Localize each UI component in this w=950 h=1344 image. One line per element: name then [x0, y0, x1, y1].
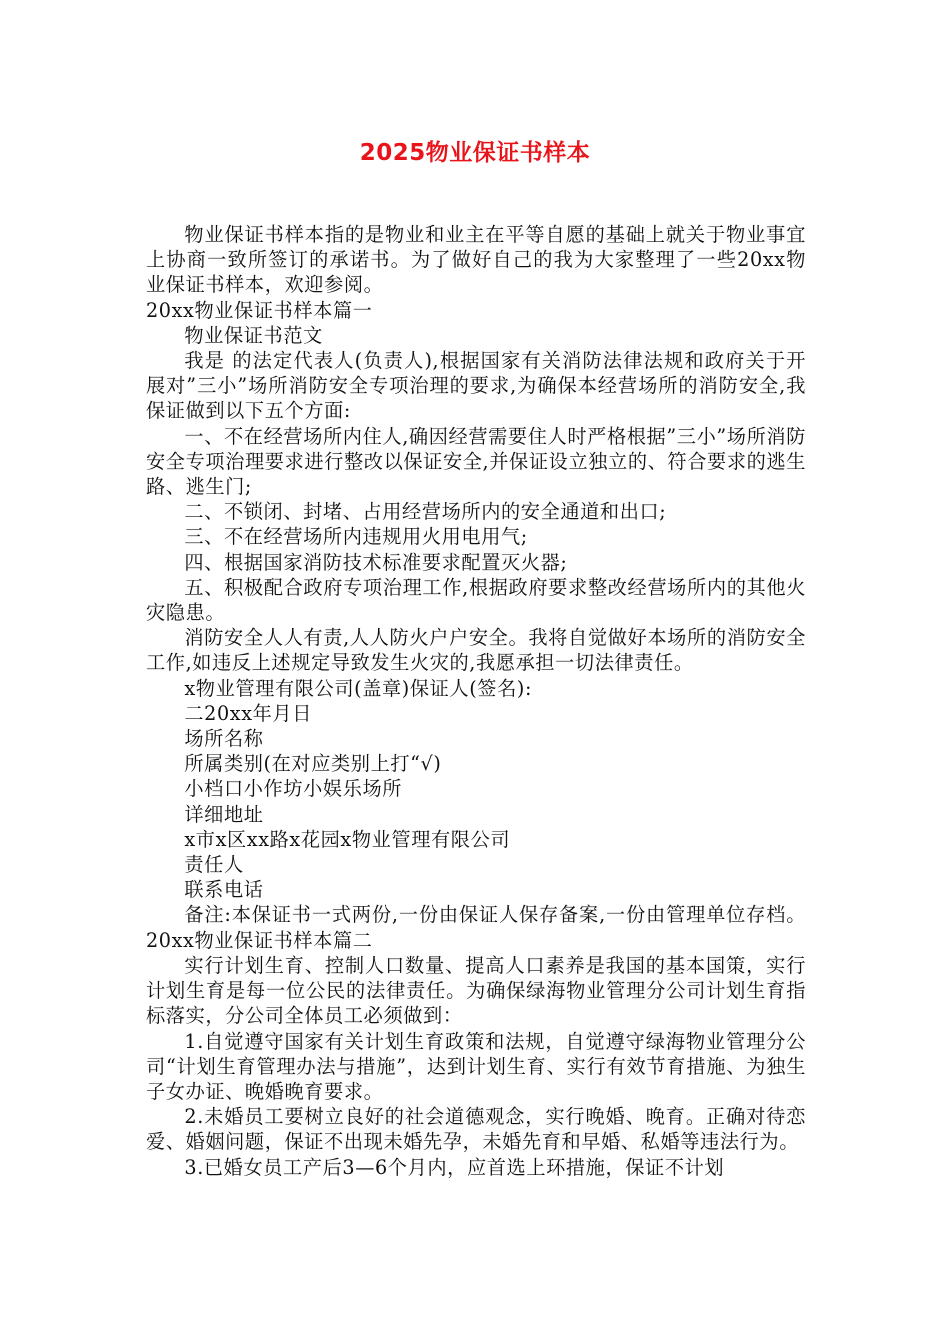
document-title: 2025物业保证书样本	[359, 140, 591, 166]
paragraph: 二、不锁闭、封堵、占用经营场所内的安全通道和出口;	[184, 500, 667, 524]
paragraph: 四、根据国家消防技术标准要求配置灭火器;	[184, 550, 568, 574]
paragraph: 三、不在经营场所内违规用火用电用气;	[184, 525, 528, 549]
paragraph: 小档口小作坊小娱乐场所	[184, 777, 403, 801]
document-body	[146, 222, 806, 1180]
paragraph: 联系电话	[184, 878, 264, 902]
paragraph: 我是 的法定代表人(负责人),根据国家有关消防法律法规和政府关于开展对”三小”场所消防安全专项治理的要求,为确保本经营场所的消防安全,我保证做到以下五个方面:	[146, 349, 806, 423]
paragraph: 一、不在经营场所内住人,确因经营需要住人时严格根据”三小”场所消防安全专项治理要求进行整改以保证安全,并保证设立独立的、符合要求的逃生路、逃生门;	[146, 424, 806, 499]
paragraph: 2.未婚员工要树立良好的社会道德观念，实行晚婚、晚育。正确对待恋爱、婚姻问题，保证不出现未婚先孕，未婚先育和早婚、私婚等违法行为。	[146, 1105, 806, 1154]
paragraph: 责任人	[184, 853, 244, 877]
paragraph: 五、积极配合政府专项治理工作,根据政府要求整改经营场所内的其他火灾隐患。	[146, 575, 806, 625]
paragraph: 物业保证书样本指的是物业和业主在平等自愿的基础上就关于物业事宜上协商一致所签订的承诺书。为了做好自己的我为大家整理了一些20xx物业保证书样本，欢迎参阅。	[146, 223, 806, 297]
paragraph: x市x区xx路x花园x物业管理有限公司	[184, 827, 511, 851]
paragraph: 消防安全人人有责,人人防火户户安全。我将自觉做好本场所的消防安全工作,如违反上述规定导致发生火灾的,我愿承担一切法律责任。	[146, 626, 806, 675]
paragraph: 20xx物业保证书样本篇一	[146, 298, 373, 322]
paragraph: 所属类别(在对应类别上打“√)	[184, 752, 442, 776]
paragraph: 二20xx年月日	[184, 701, 312, 725]
paragraph: 实行计划生育、控制人口数量、提高人口素养是我国的基本国策，实行计划生育是每一位公民的法律责任。为确保绿海物业管理分公司计划生育指标落实，分公司全体员工必须做到：	[146, 953, 806, 1028]
paragraph: 场所名称	[184, 727, 264, 751]
paragraph: 备注:本保证书一式两份,一份由保证人保存备案,一份由管理单位存档。20xx物业保证书样本篇二	[146, 903, 806, 952]
paragraph: x物业管理有限公司(盖章)保证人(签名):	[184, 676, 533, 700]
paragraph: 3.已婚女员工产后3—6个月内，应首选上环措施，保证不计划	[184, 1155, 725, 1179]
paragraph: 1.自觉遵守国家有关计划生育政策和法规，自觉遵守绿海物业管理分公司“计划生育管理办法与措施”，达到计划生育、实行有效节育措施、为独生子女办证、晚婚晚育要求。	[146, 1029, 806, 1103]
paragraph: 物业保证书范文	[184, 323, 323, 347]
paragraph: 详细地址	[184, 802, 264, 826]
